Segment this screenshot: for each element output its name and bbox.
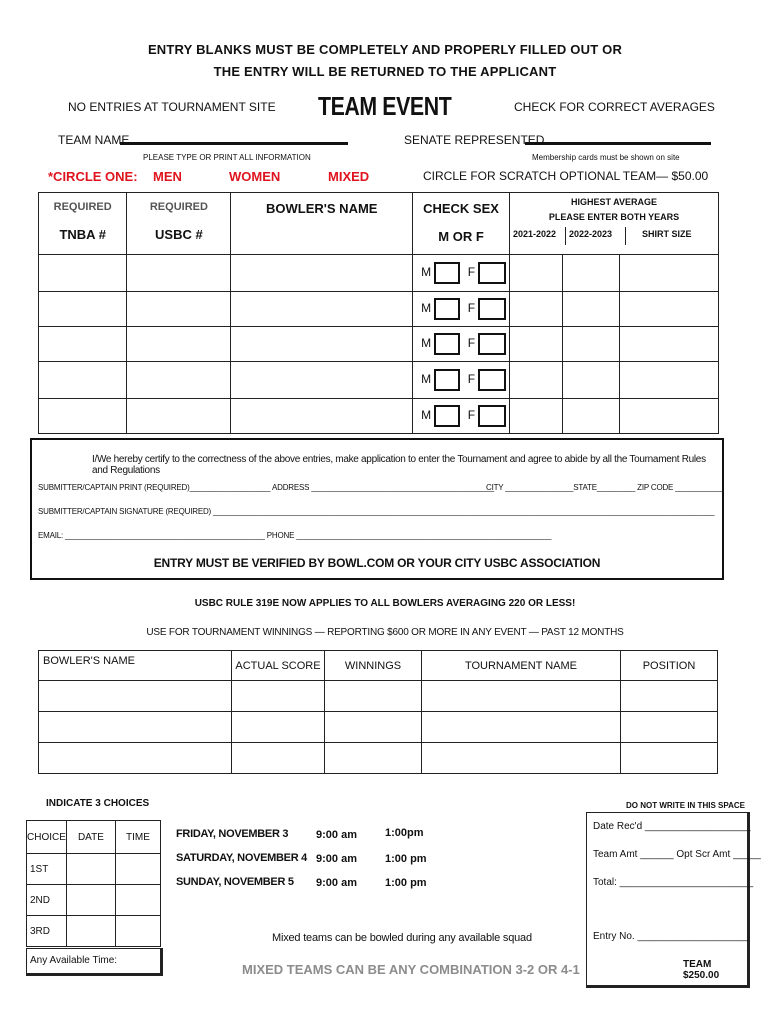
- do-not-write-label: DO NOT WRITE IN THIS SPACE: [626, 801, 745, 810]
- winnings-cell[interactable]: [422, 681, 621, 712]
- shirt-cell[interactable]: [620, 399, 718, 433]
- winnings-cell[interactable]: [325, 681, 422, 712]
- tnba-cell[interactable]: [39, 255, 127, 292]
- winnings-cell[interactable]: [422, 743, 621, 774]
- avg1-cell[interactable]: [510, 255, 563, 291]
- tnba-cell[interactable]: [39, 362, 127, 399]
- team-price: TEAM $250.00: [683, 959, 720, 981]
- option-mixed[interactable]: MIXED: [328, 169, 370, 184]
- header-warning-line1: ENTRY BLANKS MUST BE COMPLETELY AND PROPERLY FILLED OUT OR: [147, 42, 623, 57]
- avg1-cell[interactable]: [510, 327, 563, 361]
- saturday-time1: 9:00 am: [316, 853, 357, 865]
- f-label: F: [467, 336, 476, 351]
- avg2-cell[interactable]: [563, 255, 620, 291]
- winnings-row: [39, 681, 718, 712]
- team-amount-field[interactable]: Team Amt ______ Opt Scr Amt _____: [593, 849, 761, 860]
- shirt-cell[interactable]: [620, 327, 718, 361]
- f-label: F: [467, 265, 476, 280]
- verification-note: ENTRY MUST BE VERIFIED BY BOWL.COM OR YOUR CITY USBC ASSOCIATION: [153, 556, 601, 570]
- date-received-field[interactable]: Date Rec'd ___________________: [593, 821, 751, 832]
- choice-3rd: 3RD: [27, 916, 67, 947]
- usbc-header: USBC #: [155, 227, 203, 242]
- female-checkbox[interactable]: [478, 405, 506, 427]
- winnings-cell[interactable]: [621, 743, 718, 774]
- option-men[interactable]: MEN: [153, 169, 182, 184]
- check-averages-note: CHECK FOR CORRECT AVERAGES: [514, 100, 715, 114]
- circle-one-label: *CIRCLE ONE:: [48, 169, 138, 184]
- indicate-choices: INDICATE 3 CHOICES: [46, 798, 150, 809]
- year1-header: 2021-2022: [510, 227, 566, 245]
- any-time-label: Any Available Time:: [30, 955, 118, 966]
- certification-box: [30, 438, 724, 580]
- avg2-cell[interactable]: [563, 292, 620, 326]
- sunday-time1: 9:00 am: [316, 877, 357, 889]
- time-header: TIME: [115, 821, 160, 854]
- roster-row: [39, 255, 719, 292]
- total-field[interactable]: Total: ________________________: [593, 877, 754, 888]
- shirt-cell[interactable]: [620, 362, 718, 398]
- name-cell[interactable]: [231, 362, 413, 399]
- usbc-cell[interactable]: [127, 255, 231, 292]
- winnings-cell[interactable]: [232, 681, 325, 712]
- male-checkbox[interactable]: [434, 405, 460, 427]
- male-checkbox[interactable]: [434, 298, 460, 320]
- tnba-cell[interactable]: [39, 399, 127, 434]
- senate-field[interactable]: [525, 142, 711, 145]
- usbc-required: REQUIRED: [149, 201, 208, 213]
- check-sex-header: CHECK SEX: [423, 201, 499, 216]
- any-time-field[interactable]: [26, 948, 163, 976]
- winnings-cell[interactable]: [325, 712, 422, 743]
- m-label: M: [421, 336, 432, 351]
- saturday-time2: 1:00 pm: [385, 853, 427, 865]
- entry-number-field[interactable]: Entry No. ____________________: [593, 931, 749, 942]
- m-label: M: [421, 265, 432, 280]
- mixed-squad-note: Mixed teams can be bowled during any available squad: [272, 932, 532, 944]
- shirt-cell[interactable]: [620, 255, 718, 291]
- year2-header: 2022-2023: [566, 227, 626, 245]
- tnba-cell[interactable]: [39, 327, 127, 362]
- friday-time2: 1:00pm: [385, 827, 424, 839]
- signature-field[interactable]: SUBMITTER/CAPTAIN SIGNATURE (REQUIRED) ______________________________________________________________________________________________________________________: [38, 507, 715, 516]
- winnings-col-score: ACTUAL SCORE: [232, 651, 325, 681]
- tnba-required: REQUIRED: [53, 201, 112, 213]
- winnings-cell[interactable]: [422, 712, 621, 743]
- highest-average-header: HIGHEST AVERAGE: [570, 197, 657, 207]
- name-cell[interactable]: [231, 292, 413, 327]
- m-or-f-header: M OR F: [438, 229, 484, 244]
- day-sunday: SUNDAY, NOVEMBER 5: [176, 876, 294, 888]
- female-checkbox[interactable]: [478, 298, 506, 320]
- header-warning-line2: THE ENTRY WILL BE RETURNED TO THE APPLICANT: [213, 64, 557, 79]
- winnings-row: [39, 712, 718, 743]
- winnings-cell[interactable]: [621, 681, 718, 712]
- choice-table: [26, 820, 161, 947]
- please-enter-years: PLEASE ENTER BOTH YEARS: [548, 212, 680, 222]
- team-name-label: TEAM NAME: [58, 133, 130, 147]
- female-checkbox[interactable]: [478, 333, 506, 355]
- avg1-cell[interactable]: [510, 399, 563, 433]
- date-cell[interactable]: [66, 885, 115, 916]
- page-title: TEAM EVENT: [318, 91, 452, 121]
- winnings-col-name: BOWLER'S NAME: [39, 651, 232, 681]
- day-saturday: SATURDAY, NOVEMBER 4: [176, 852, 307, 864]
- tnba-header: TNBA #: [59, 227, 106, 242]
- choice-header: CHOICE: [27, 821, 67, 854]
- name-cell[interactable]: [231, 327, 413, 362]
- name-cell[interactable]: [231, 399, 413, 434]
- roster-row: [39, 327, 719, 362]
- winnings-cell[interactable]: [39, 712, 232, 743]
- winnings-table: [38, 650, 718, 774]
- avg1-cell[interactable]: [510, 362, 563, 398]
- certification-statement: I/We hereby certify to the correctness of the above entries, make application to enter the Tournament and agree to abide by all the Tournament Rules and Regulations: [92, 454, 706, 476]
- roster-row: [39, 292, 719, 327]
- winnings-col-winnings: WINNINGS: [325, 651, 422, 681]
- day-friday: FRIDAY, NOVEMBER 3: [176, 828, 289, 840]
- winnings-cell[interactable]: [232, 712, 325, 743]
- office-use-box: [586, 812, 761, 988]
- winnings-cell[interactable]: [232, 743, 325, 774]
- f-label: F: [467, 408, 476, 423]
- tnba-cell[interactable]: [39, 292, 127, 327]
- please-type-note: PLEASE TYPE OR PRINT ALL INFORMATION: [143, 153, 311, 162]
- sunday-time2: 1:00 pm: [385, 877, 427, 889]
- roster-row: [39, 399, 719, 434]
- rule-319e: USBC RULE 319E NOW APPLIES TO ALL BOWLERS AVERAGING 220 OR LESS!: [194, 598, 576, 609]
- m-label: M: [421, 372, 432, 387]
- time-cell[interactable]: [115, 854, 160, 885]
- winnings-col-tournament: TOURNAMENT NAME: [422, 651, 621, 681]
- male-checkbox[interactable]: [434, 333, 460, 355]
- membership-cards-note: Membership cards must be shown on site: [532, 153, 680, 162]
- avg2-cell[interactable]: [563, 327, 620, 361]
- choice-2nd: 2ND: [27, 885, 67, 916]
- date-cell[interactable]: [66, 916, 115, 947]
- winnings-cell[interactable]: [39, 743, 232, 774]
- no-entries-note: NO ENTRIES AT TOURNAMENT SITE: [68, 100, 276, 114]
- shirt-cell[interactable]: [620, 292, 718, 326]
- female-checkbox[interactable]: [478, 262, 506, 284]
- roster-row: [39, 362, 719, 399]
- usbc-cell[interactable]: [127, 327, 231, 362]
- winnings-cell[interactable]: [325, 743, 422, 774]
- usbc-cell[interactable]: [127, 362, 231, 399]
- male-checkbox[interactable]: [434, 369, 460, 391]
- team-name-field[interactable]: [120, 142, 348, 145]
- city-state-zip-field[interactable]: CITY ________________STATE_________ ZIP CODE ___________: [486, 483, 722, 492]
- winnings-cell[interactable]: [39, 681, 232, 712]
- male-checkbox[interactable]: [434, 262, 460, 284]
- date-cell[interactable]: [66, 854, 115, 885]
- avg2-cell[interactable]: [563, 362, 620, 398]
- option-women[interactable]: WOMEN: [229, 169, 281, 184]
- usbc-cell[interactable]: [127, 292, 231, 327]
- winnings-row: [39, 743, 718, 774]
- f-label: F: [467, 372, 476, 387]
- scratch-option[interactable]: CIRCLE FOR SCRATCH OPTIONAL TEAM— $50.00: [423, 169, 709, 183]
- shirt-size-header: SHIRT SIZE: [642, 229, 692, 239]
- friday-time1: 9:00 am: [316, 829, 357, 841]
- submitter-print-field[interactable]: SUBMITTER/CAPTAIN PRINT (REQUIRED)___________________: [38, 483, 271, 492]
- roster-table: [38, 192, 719, 434]
- choice-1st: 1ST: [27, 854, 67, 885]
- address-field[interactable]: ADDRESS ___________________________________________: [272, 483, 495, 492]
- name-cell[interactable]: [231, 255, 413, 292]
- winnings-col-position: POSITION: [621, 651, 718, 681]
- winnings-cell[interactable]: [621, 712, 718, 743]
- f-label: F: [467, 301, 476, 316]
- m-label: M: [421, 301, 432, 316]
- avg2-cell[interactable]: [563, 399, 620, 433]
- usbc-cell[interactable]: [127, 399, 231, 434]
- time-cell[interactable]: [115, 916, 160, 947]
- m-label: M: [421, 408, 432, 423]
- email-phone-field[interactable]: EMAIL: _______________________________________________ PHONE ____________________________________________________________: [38, 531, 552, 540]
- female-checkbox[interactable]: [478, 369, 506, 391]
- date-header: DATE: [66, 821, 115, 854]
- bowlers-name-header: BOWLER'S NAME: [266, 201, 378, 216]
- mixed-combination-note: MIXED TEAMS CAN BE ANY COMBINATION 3-2 OR 4-1: [242, 962, 580, 977]
- time-cell[interactable]: [115, 885, 160, 916]
- winnings-note: USE FOR TOURNAMENT WINNINGS — REPORTING $600 OR MORE IN ANY EVENT — PAST 12 MONTHS: [146, 627, 624, 638]
- avg1-cell[interactable]: [510, 292, 563, 326]
- senate-label: SENATE REPRESENTED: [404, 133, 545, 147]
